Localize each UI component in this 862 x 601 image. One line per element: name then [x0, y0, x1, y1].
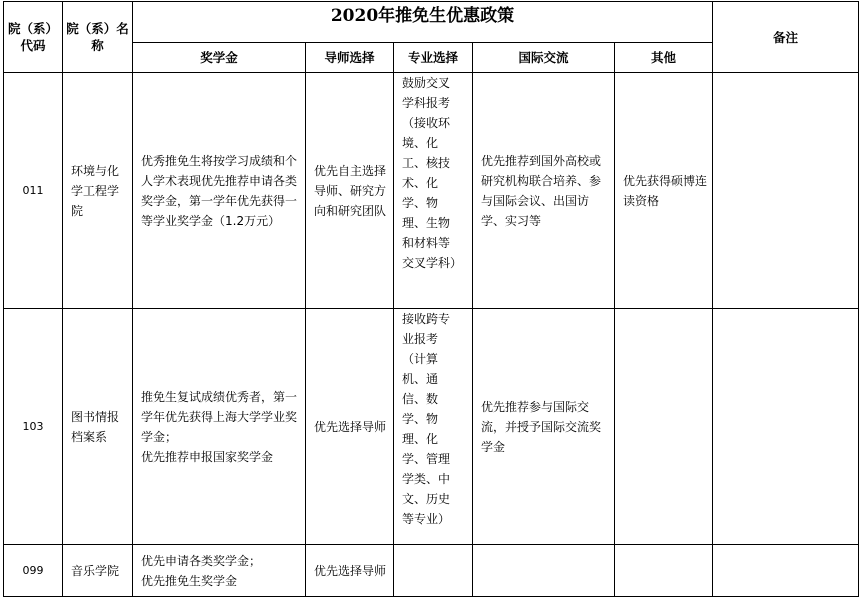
major-cell: 鼓励交叉学科报考（接收环境、化工、核技术、化学、物理、生物和材料等交叉学科）	[394, 73, 473, 309]
remark-cell	[713, 73, 859, 309]
dept-code: 099	[4, 545, 63, 597]
table-row	[4, 309, 859, 545]
column-header: 国际交流	[473, 43, 615, 73]
table-row	[4, 73, 859, 309]
dept-code: 103	[4, 309, 63, 545]
column-header: 导师选择	[306, 43, 394, 73]
column-header: 奖学金	[133, 43, 306, 73]
other-cell	[615, 309, 713, 545]
policy-table	[3, 1, 859, 597]
dept-name: 图书情报档案系	[63, 309, 133, 545]
intl-cell: 优先推荐到国外高校或研究机构联合培养、参与国际会议、出国访学、实习等	[473, 73, 615, 309]
header-remark: 备注	[713, 2, 859, 73]
intl-cell: 优先推荐参与国际交流，并授予国际交流奖学金	[473, 309, 615, 545]
other-cell	[615, 545, 713, 597]
advisor-cell: 优先自主选择导师、研究方向和研究团队	[306, 73, 394, 309]
header-code: 院（系）代码	[4, 2, 63, 73]
scholarship-cell: 优秀推免生将按学习成绩和个人学术表现优先推荐申请各类奖学金，第一学年优先获得一等学业奖学金（1.2万元）	[133, 73, 306, 309]
column-header: 其他	[615, 43, 713, 73]
dept-name: 环境与化学工程学院	[63, 73, 133, 309]
scholarship-cell: 优先申请各类奖学金； 优先推免生奖学金	[133, 545, 306, 597]
intl-cell	[473, 545, 615, 597]
dept-code: 011	[4, 73, 63, 309]
table-row	[4, 545, 859, 597]
dept-name: 音乐学院	[63, 545, 133, 597]
major-cell: 接收跨专业报考（计算机、通信、数学、物理、化学、管理学类、中文、历史等专业）	[394, 309, 473, 545]
advisor-cell: 优先选择导师	[306, 545, 394, 597]
remark-cell	[713, 545, 859, 597]
advisor-cell: 优先选择导师	[306, 309, 394, 545]
column-header: 专业选择	[394, 43, 473, 73]
major-cell	[394, 545, 473, 597]
other-cell: 优先获得硕博连读资格	[615, 73, 713, 309]
remark-cell	[713, 309, 859, 545]
header-name: 院（系）名称	[63, 2, 133, 73]
scholarship-cell: 推免生复试成绩优秀者，第一学年优先获得上海大学学业奖学金； 优先推荐申报国家奖学金	[133, 309, 306, 545]
table-title: 2020年推免生优惠政策	[133, 2, 713, 43]
